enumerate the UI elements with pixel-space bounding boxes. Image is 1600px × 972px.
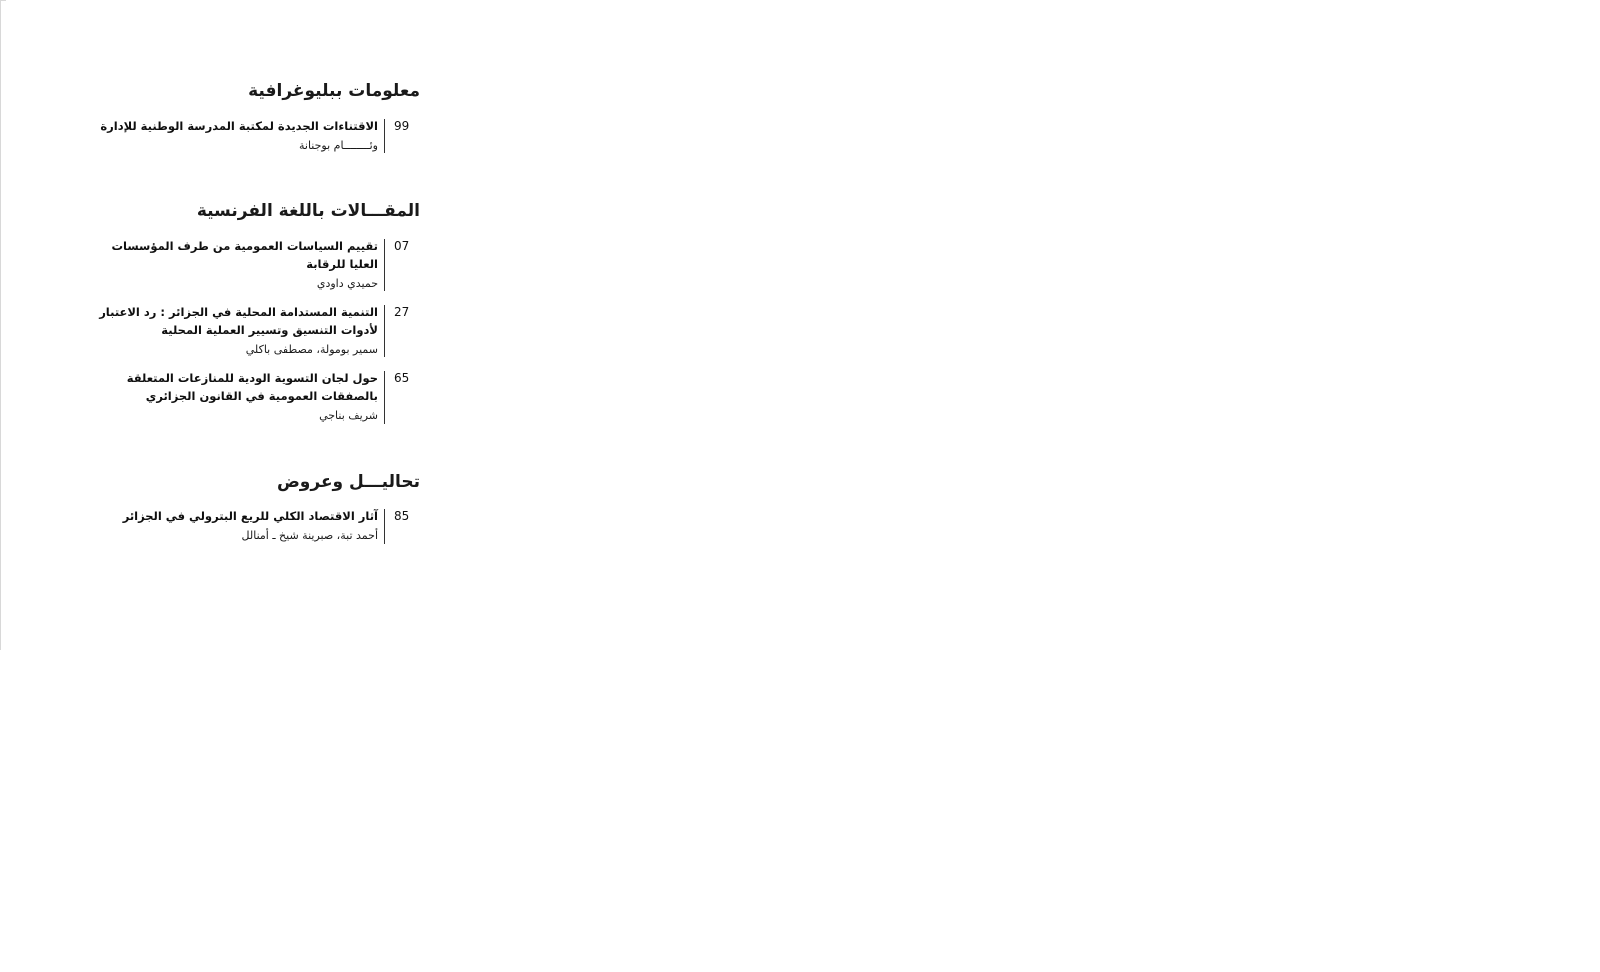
entry-text <box>90 304 378 358</box>
entry-author: أحمد تبة، صبرينة شيخ ـ أمنالل <box>241 529 378 543</box>
entry-page-number: 99 <box>394 118 410 133</box>
toc-section-articles-in-french <box>90 200 420 424</box>
entry-text <box>90 370 378 424</box>
section-heading: المقـــالات باللغة الفرنسية <box>196 201 420 222</box>
section-heading: تحاليـــل وعروض <box>276 471 420 492</box>
entry-page-number: 07 <box>394 239 410 253</box>
toc-entry[interactable] <box>90 238 420 292</box>
section-spacer <box>90 437 420 471</box>
entry-author: حميدي داودي <box>316 276 378 290</box>
entry-divider-rule <box>384 371 385 423</box>
entry-title: تقييم السياسات العمومية من طرف المؤسسات العليا للرقابة <box>111 239 378 271</box>
entry-author: وئــــــــام بوجنانة <box>299 138 378 152</box>
toc-entry[interactable] <box>90 304 420 358</box>
toc-entry[interactable] <box>90 370 420 424</box>
entry-page-number: 27 <box>394 305 410 320</box>
entry-title: الاقتناءات الجديدة لمكتبة المدرسة الوطنية للإدارة <box>100 118 378 133</box>
entry-divider-rule <box>384 119 385 153</box>
entry-title: حول لجان التسوية الودية للمنازعات المتعلقة بالصفقات العمومية في القانون الجزائري <box>126 371 378 404</box>
entry-divider-rule <box>384 239 385 291</box>
entry-divider-rule <box>384 305 385 357</box>
entry-page-number: 65 <box>394 371 410 386</box>
page-edge-line-left <box>0 0 1 650</box>
entry-divider-rule <box>384 509 385 543</box>
page-edge-line-top <box>0 0 6 1</box>
toc-entry[interactable] <box>90 508 420 544</box>
section-heading: معلومات ببليوغرافية <box>248 81 420 101</box>
toc-section-bibliographic-info <box>90 80 420 154</box>
entry-text <box>90 238 378 292</box>
entry-title: التنمية المستدامة المحلية في الجزائر : رد الاعتبار لأدوات التنسيق وتسيير العملية المحلية <box>99 305 378 338</box>
entry-page-number: 85 <box>394 509 410 524</box>
entry-title: آثار الاقتصاد الكلي للريع البترولي في الجزائر <box>122 509 378 524</box>
table-of-contents <box>90 80 420 557</box>
entry-text <box>90 118 378 154</box>
toc-section-analyses-and-reviews <box>90 471 420 545</box>
entry-text <box>90 508 378 544</box>
section-spacer <box>90 166 420 200</box>
toc-entry[interactable] <box>90 118 420 154</box>
entry-author: شريف بناجي <box>319 409 378 423</box>
entry-author: سمير بومولة، مصطفى باكلي <box>245 342 378 356</box>
